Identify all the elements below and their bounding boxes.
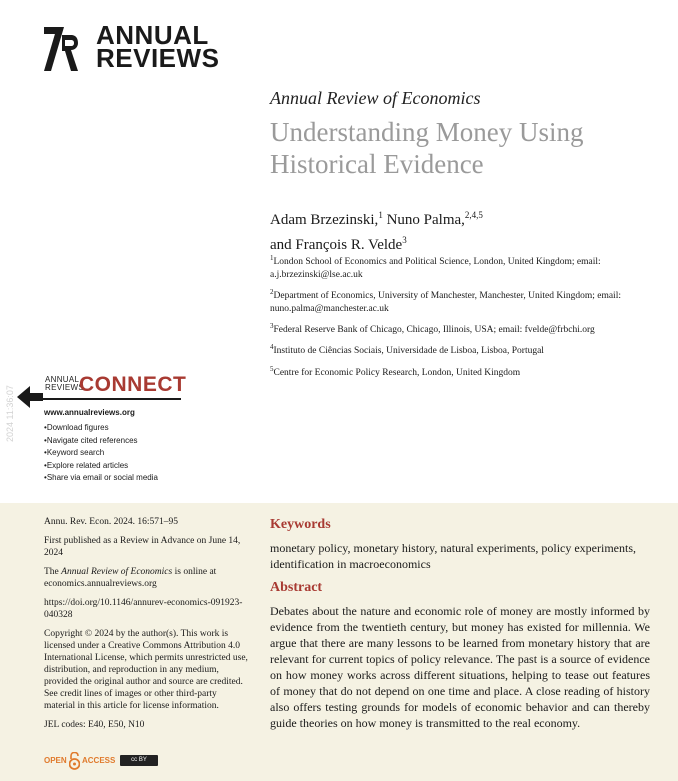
author-1-sup: 1 (378, 210, 383, 220)
connect-divider (31, 398, 181, 400)
arrow-left-icon (17, 386, 43, 408)
author-2: Nuno Palma, (386, 212, 465, 228)
citation-reference: Annu. Rev. Econ. 2024. 16:571–95 (44, 517, 178, 527)
affiliations (270, 252, 660, 384)
logo-line-2: REVIEWS (96, 43, 220, 73)
open-access-left: OPEN (44, 756, 67, 765)
annual-reviews-connect[interactable] (17, 370, 187, 492)
affiliation-1: $^1$London School of Economics and Political Science, London, United Kingdom; email: a.j.brzezinski@lse.ac.uk (270, 254, 601, 281)
affiliation-4: $^4$Instituto de Ciências Sociais, Universidade de Lisboa, Lisboa, Portugal (270, 343, 544, 357)
open-access-right: ACCESS (82, 756, 116, 765)
affiliation-3: $^3$Federal Reserve Bank of Chicago, Chicago, Illinois, USA; email: fvelde@frbchi.org (270, 322, 595, 336)
connect-item-download-figures: • Download figures (44, 422, 158, 435)
affiliation-5: $^5$Centre for Economic Policy Research, London, United Kingdom (270, 364, 521, 378)
author-3-sup: 3 (402, 235, 407, 245)
connect-heading: CONNECT (79, 373, 187, 396)
open-access-badge (44, 752, 164, 772)
abstract-heading: Abstract (270, 580, 323, 595)
watermark-text: 2024 11:36:07 (5, 385, 15, 442)
connect-item-keyword-search: • Keyword search (44, 447, 158, 460)
author-3: and François R. Velde (270, 237, 403, 253)
annual-reviews-logo-icon (44, 27, 78, 71)
keywords-heading: Keywords (270, 517, 331, 532)
citation-info (44, 516, 249, 738)
logo-wordmark (96, 20, 220, 73)
connect-small-wordmark: ANNUAL REVIEWS (45, 375, 84, 392)
cc-by-license-icon: cc BY (120, 755, 158, 766)
online-location: The Annual Review of Economics is online at economics.annualreviews.org (44, 567, 217, 589)
author-list (270, 205, 650, 255)
connect-item-share: • Share via email or social media (44, 472, 158, 485)
connect-item-related-articles: • Explore related articles (44, 460, 158, 473)
author-1: Adam Brzezinski, (270, 212, 379, 228)
author-2-sup: 2,4,5 (464, 210, 483, 220)
keywords-text: monetary policy, monetary history, natural experiments, policy experiments, identification in macroeconomics (270, 541, 637, 571)
open-lock-icon (69, 752, 80, 770)
abstract-text: Debates about the nature and economic role of money are mostly informed by evidence from the twentieth century, but money has existed for millennia. We argue that there are many lessons to be learned from monetary history that are relevant for current topics of policy relevance. The past is a source of evidence on how money works across different situations, helping to tease out features of money that do not depend on one time and place. A close reading of history also offers testing grounds for models of economic behavior and can thereby guide theories on how money is transmitted to the real economy. (270, 604, 650, 730)
journal-name: Annual Review of Economics (270, 88, 481, 108)
jel-codes: JEL codes: E40, E50, N10 (44, 720, 145, 730)
first-published: First published as a Review in Advance on June 14, 2024 (44, 536, 241, 558)
affiliation-2: $^2$Department of Economics, University of Manchester, Manchester, United Kingdom; email: nuno.palma@manchester.ac.uk (270, 288, 621, 315)
article-title: Understanding Money Using Historical Evidence (270, 117, 584, 179)
connect-url-link[interactable]: www.annualreviews.org (44, 408, 135, 417)
connect-feature-list (44, 422, 158, 485)
logo-line-1: ANNUAL (96, 20, 209, 50)
doi-link[interactable]: https://doi.org/10.1146/annurev-economics-091923-040328 (44, 598, 243, 620)
connect-item-navigate-references: • Navigate cited references (44, 435, 158, 448)
copyright-notice: Copyright © 2024 by the author(s). This work is licensed under a Creative Commons Attribution 4.0 International License, which permits unrestricted use, distribution, and reproduction in any medium, provided the original author and source are credited. See credit lines of images or other third-party material in this article for license information. (44, 629, 248, 711)
